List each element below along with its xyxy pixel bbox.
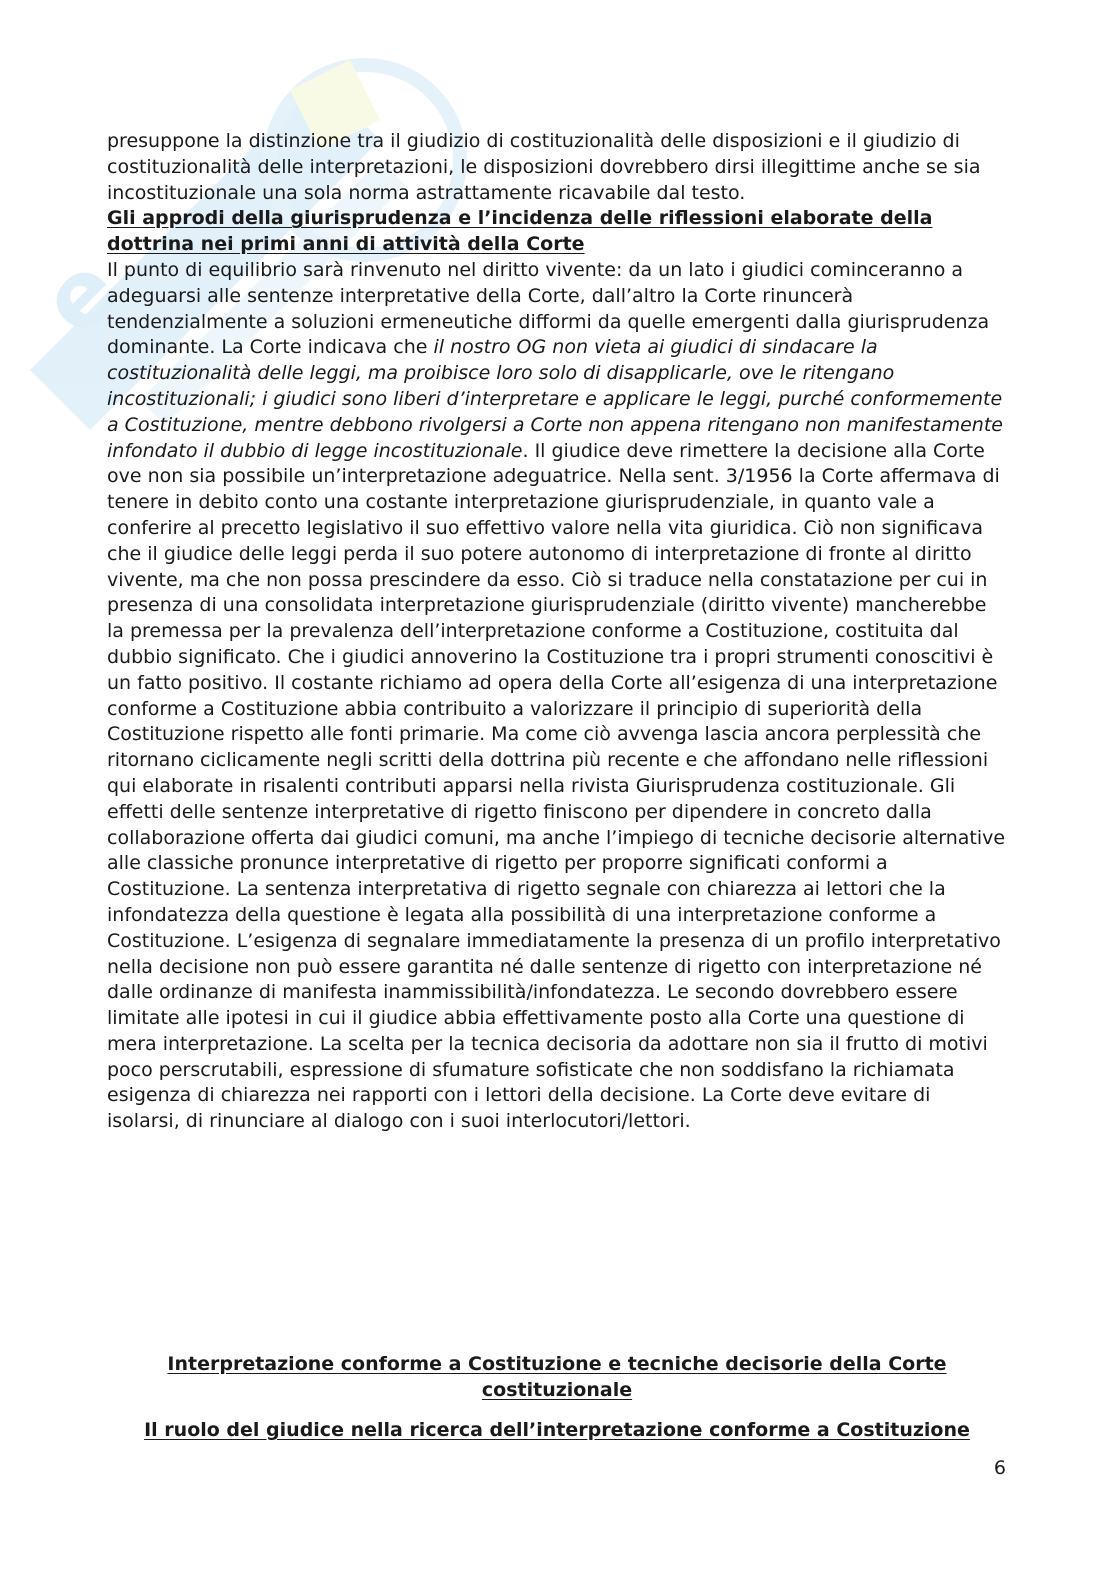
main-paragraph-quote: il nostro OG non vieta ai giudici di sindacare la costituzionalità delle leggi, ma proibisce loro solo di disapplicarle, ove le ritengano incostituzionali; i giudici sono liberi d’interpretare e applicare le leggi, purché conformemente a Costituzione, mentre debbono rivolgersi a Corte non appena ritengano non manifestamente infondato il dubbio di legge incostituzionale bbox=[107, 336, 1003, 462]
intro-paragraph: presuppone la distinzione tra il giudizio di costituzionalità delle disposizioni e il giudizio di costituzionalità delle interpretazioni, le disposizioni dovrebbero dirsi illegittime anche se sia incostituzionale una sola norma astrattamente ricavabile dal testo. bbox=[107, 130, 981, 204]
page-content bbox=[107, 129, 1007, 1135]
main-paragraph-text-after: . Il giudice deve rimettere la decisione alla Corte ove non sia possibile un’interpretazione adeguatrice. Nella sent. 3/1956 la Corte affermava di tenere in debito conto una costante interpretazione giurisprudenziale, in quanto vale a conferire al precetto legislativo il suo effettivo valore nella vita giuridica. Ciò non significava che il giudice delle leggi perda il suo potere autonomo di interpretazione di fronte al diritto vivente, ma che non possa prescindere da esso. Ciò si traduce nella constatazione per cui in presenza di una consolidata interpretazione giurisprudenziale (diritto vivente) mancherebbe la premessa per la prevalenza dell’interpretazione conforme a Costituzione, costituita dal dubbio significato. Che i giudici annoverino la Costituzione tra i propri strumenti conoscitivi è un fatto positivo. Il costante richiamo ad opera della Corte all’esigenza di una interpretazione conforme a Costituzione abbia contribuito a valorizzare il principio di superiorità della Costituzione rispetto alle fonti primarie. Ma come ciò avvenga lascia ancora perplessità che ritornano ciclicamente negli scritti della dottrina più recente e che affondano nelle riflessioni qui elaborate in risalenti contributi apparsi nella rivista Giurisprudenza costituzionale. Gli effetti delle sentenze interpretative di rigetto finiscono per dipendere in concreto dalla collaborazione offerta dai giudici comuni, ma anche l’impiego di tecniche decisorie alternative alle classiche pronunce interpretative di rigetto per proporre significati conformi a Costituzione. La sentenza interpretativa di rigetto segnale con chiarezza ai lettori che la infondatezza della questione è legata alla possibilità di una interpretazione conforme a Costituzione. L’esigenza di segnalare immediatamente la presenza di un profilo interpretativo nella decisione non può essere garantita né dalle sentenze di rigetto con interpretazione né dalle ordinanze di manifesta inammissibilità/infondatezza. Le secondo dovrebbero essere limitate alle ipotesi in cui il giudice abbia effettivamente posto alla Corte una questione di mera interpretazione. La scelta per la tecnica decisoria da adottare non sia il frutto di motivi poco perscrutabili, espressione di sfumature sofisticate che non soddisfano la richiamata esigenza di chiarezza nei rapporti con i lettori della decisione. La Corte deve evitare di isolarsi, di rinunciare al dialogo con i suoi interlocutori/lettori. bbox=[107, 439, 1006, 1133]
main-paragraph-text-before: Il punto di equilibrio sarà rinvenuto nel diritto vivente: da un lato i giudici cominceranno a adeguarsi alle sentenze interpretative della Corte, dall’altro la Corte rinuncerà tendenzialmente a soluzioni ermeneutiche difformi da quelle emergenti dalla giurisprudenza dominante. La Corte indicava che bbox=[107, 258, 990, 359]
main-paragraph bbox=[107, 258, 1007, 1135]
page-number: 6 bbox=[993, 1457, 1006, 1479]
svg-text:e: e bbox=[20, 235, 140, 356]
section-heading-approdi: Gli approdi della giurisprudenza e l’incidenza delle riflessioni elaborate della dottrina nei primi anni di attività della Corte bbox=[107, 207, 933, 256]
section-heading-interpretazione: Interpretazione conforme a Costituzione e tecniche decisorie della Corte costituzionale bbox=[167, 1353, 947, 1401]
section-heading-ruolo: Il ruolo del giudice nella ricerca dell’interpretazione conforme a Costituzione bbox=[144, 1419, 970, 1441]
